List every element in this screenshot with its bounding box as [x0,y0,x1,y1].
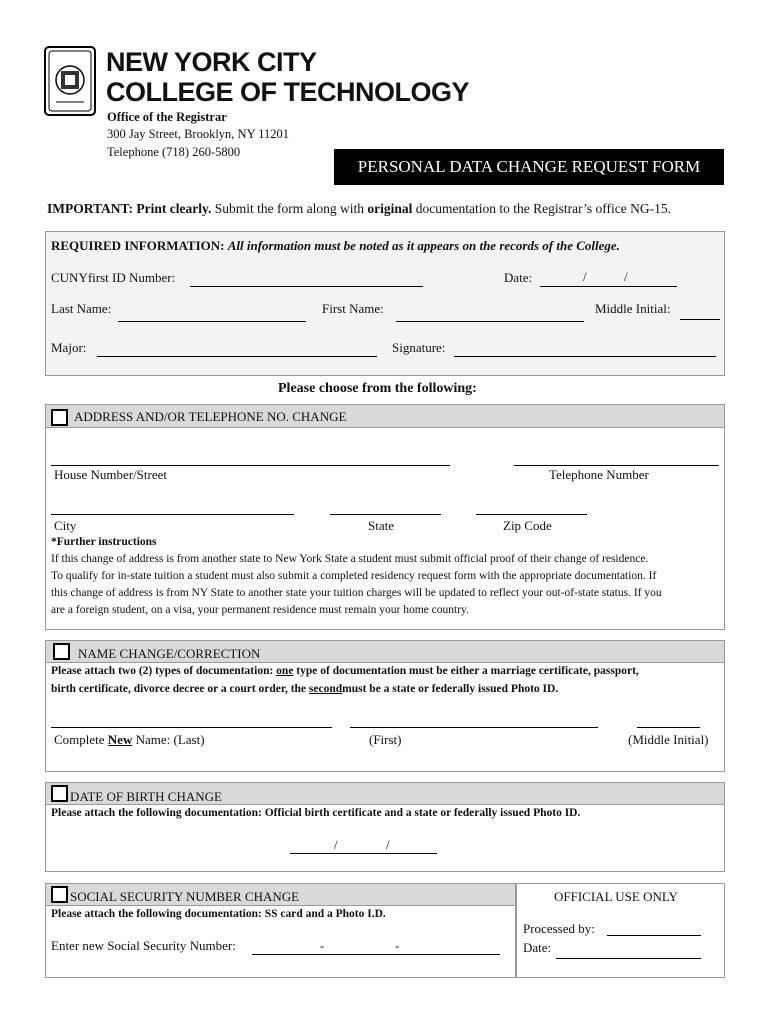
complete-new-name-label [54,732,205,748]
complete-label-b: Name: (Last) [135,732,205,747]
name-instr-one: one [276,665,294,677]
required-heading-label: REQUIRED INFORMATION: [51,238,225,253]
dob-slash-1: / [334,837,338,852]
processed-by-field[interactable] [607,935,701,936]
important-text2: documentation to the Registrar’s office NG-15. [415,201,671,216]
name-instr-a: Please attach two (2) types of documentation: [51,665,274,677]
cunyfirst-id-field[interactable] [190,286,423,287]
name-instructions-line2 [51,683,558,695]
first-label: (First) [369,732,402,747]
complete-label-new: New [107,732,133,747]
office-address: 300 Jay Street, Brooklyn, NY 11201 [107,127,290,141]
required-heading [51,238,620,254]
instruction-line: this change of address is from NY State to another state your tuition charges will be updated to reflect your out-of-state status. If you [51,587,662,599]
date-slash-2: / [624,269,628,284]
office-telephone: Telephone (718) 260-5800 [107,145,241,159]
name-instr-second: second [308,683,343,695]
dob-change-checkbox[interactable] [51,785,68,802]
instruction-line: To qualify for in-state tuition a student must also submit a completed residency request form with the appropriate documentation. If [51,570,657,582]
ssn-dash-2: - [395,938,400,953]
instruction-line: are a foreign student, on a visa, your permanent residence must remain your home country. [51,604,469,616]
city-label: City [54,518,77,533]
name-section-title: NAME CHANGE/CORRECTION [78,646,261,661]
signature-field[interactable] [454,356,716,357]
required-heading-note: All information must be noted as it appears on the records of the College. [227,238,620,253]
official-date-label: Date: [523,940,552,955]
telephone-field[interactable] [514,465,719,466]
zip-label: Zip Code [503,518,552,533]
ssn-instructions: Please attach the following documentation: SS card and a Photo I.D. [51,908,386,920]
first-name-label: First Name: [322,301,384,316]
form-title-banner [334,149,724,185]
important-notice [47,201,671,217]
state-field[interactable] [330,514,441,515]
ssn-section-title: SOCIAL SECURITY NUMBER CHANGE [70,889,300,904]
middle-initial-label: Middle Initial: [595,301,671,316]
name-instr-c: birth certificate, divorce decree or a court order, the [51,683,307,695]
new-middle-initial-field[interactable] [637,727,700,728]
name-instr-b: type of documentation must be either a marriage certificate, passport, [296,665,639,677]
date-label: Date: [504,270,533,285]
date-field[interactable] [540,286,677,287]
new-first-name-field[interactable] [350,727,598,728]
dob-slash-2: / [386,837,390,852]
telephone-label: Telephone Number [549,467,649,482]
address-section-title: ADDRESS AND/OR TELEPHONE NO. CHANGE [74,409,347,424]
form-title: PERSONAL DATA CHANGE REQUEST FORM [357,157,701,176]
college-name-line1: NEW YORK CITY [106,47,317,77]
college-name-line2: COLLEGE OF TECHNOLOGY [106,77,470,107]
ssn-dash-1: - [320,938,325,953]
ssn-enter-label: Enter new Social Security Number: [51,938,236,953]
major-label: Major: [51,340,87,355]
name-change-checkbox[interactable] [53,643,70,660]
important-lead: IMPORTANT: Print clearly. [47,201,212,216]
instruction-line: If this change of address is from another state to New York State a student must submit official proof of their change of residence. [51,553,649,565]
zip-field[interactable] [476,514,587,515]
choose-heading: Please choose from the following: [278,381,477,396]
dob-section-title: DATE OF BIRTH CHANGE [70,789,222,804]
ssn-change-checkbox[interactable] [51,886,68,903]
important-text1: Submit the form along with [214,201,364,216]
dob-instructions: Please attach the following documentation: Official birth certificate and a state or federally issued Photo ID. [51,807,581,819]
dob-field[interactable] [290,853,437,854]
name-instr-d: must be a state or federally issued Photo ID. [342,683,559,695]
middle-initial-field[interactable] [680,319,720,320]
complete-label-a: Complete [54,732,105,747]
last-name-label: Last Name: [51,301,112,316]
processed-by-label: Processed by: [523,921,595,936]
major-field[interactable] [97,356,377,357]
cunyfirst-label: CUNYfirst ID Number: [51,270,176,285]
last-name-field[interactable] [118,321,306,322]
ssn-field[interactable] [252,954,500,955]
first-name-field[interactable] [396,321,584,322]
college-seal-logo [44,46,96,116]
new-last-name-field[interactable] [51,727,332,728]
important-emph: original [367,201,413,216]
signature-label: Signature: [392,340,446,355]
official-use-title: OFFICIAL USE ONLY [554,889,678,904]
address-change-checkbox[interactable] [51,409,68,426]
office-name: Office of the Registrar [107,110,227,124]
state-label: State [368,518,394,533]
city-field[interactable] [51,514,294,515]
official-date-field[interactable] [556,958,701,959]
house-street-label: House Number/Street [54,467,168,482]
house-street-field[interactable] [51,465,450,466]
name-instructions-line1 [51,665,639,677]
middle-label: (Middle Initial) [628,732,709,747]
date-slash-1: / [583,269,587,284]
further-instructions-label: *Further instructions [51,536,157,548]
